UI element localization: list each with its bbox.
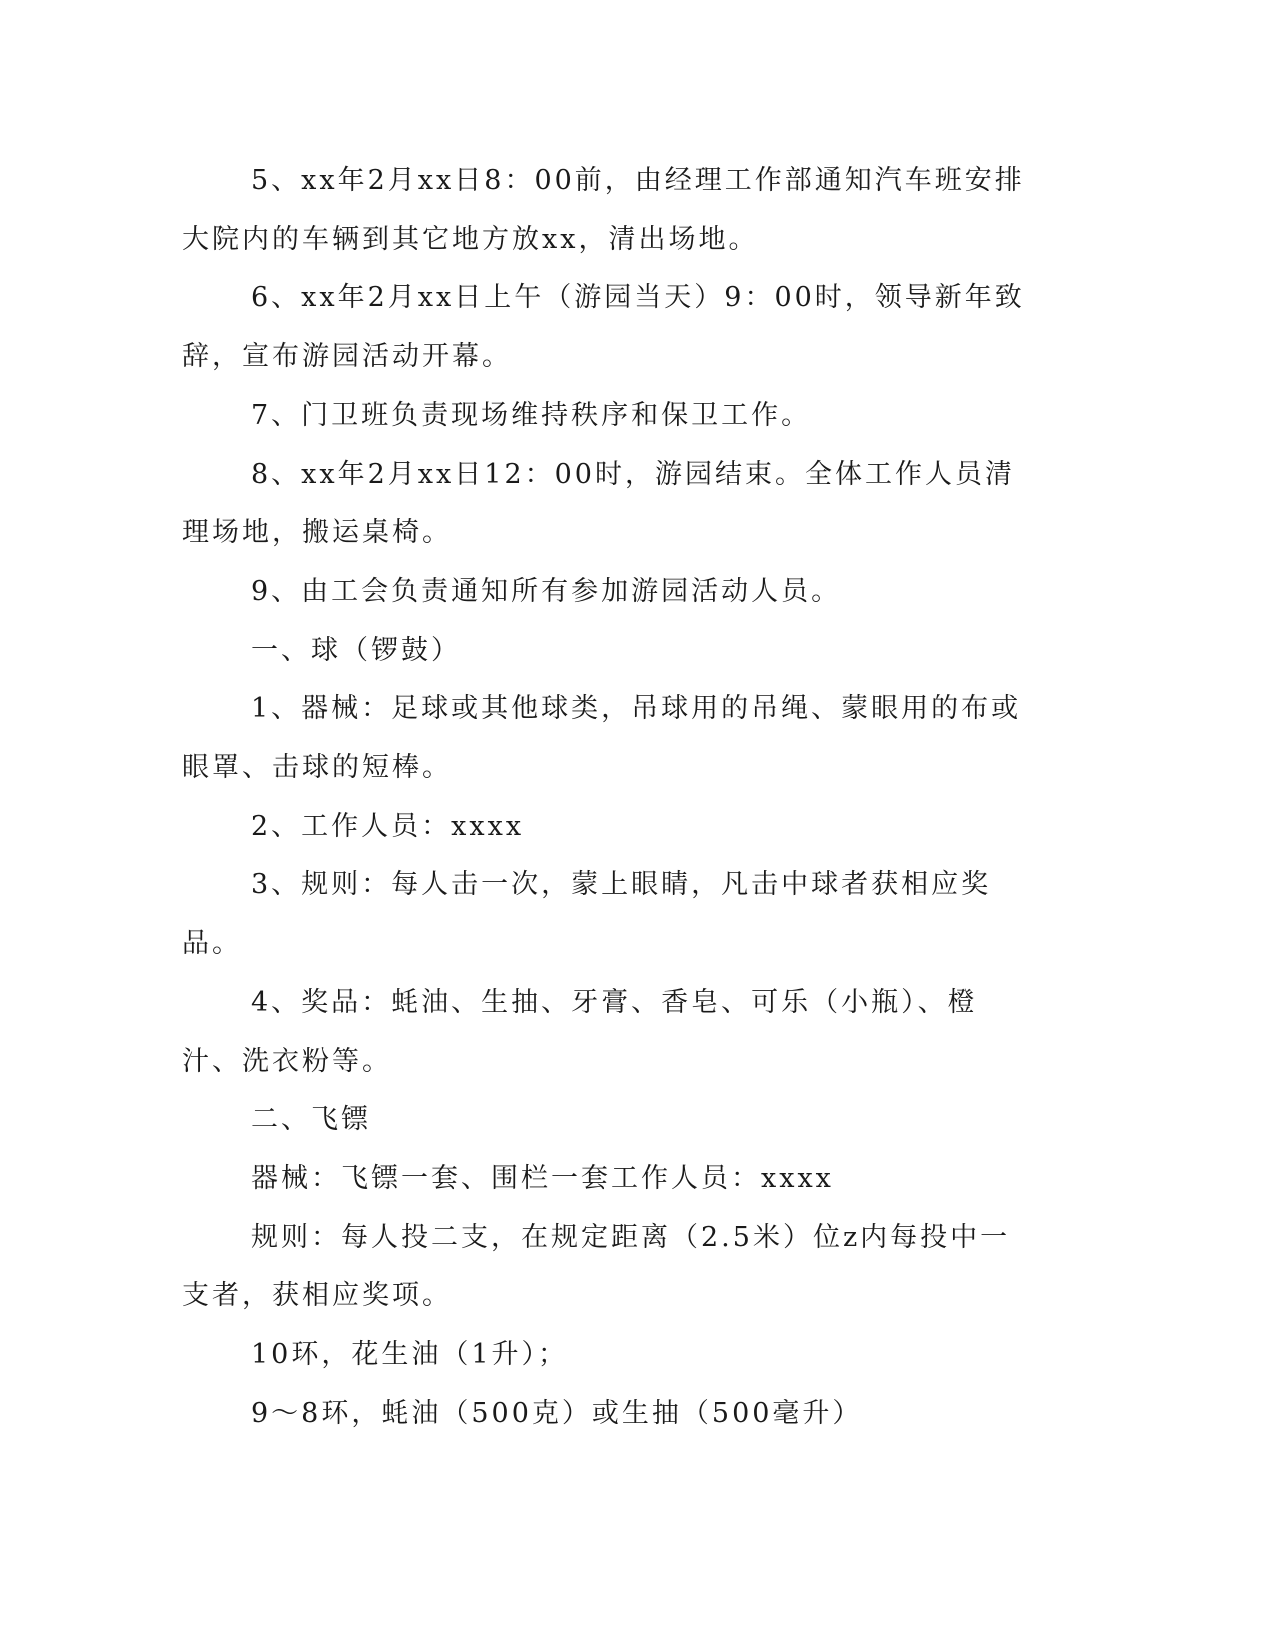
ball-rules: 3、规则：每人击一次，蒙上眼睛，凡击中球者获相应奖品。 xyxy=(182,869,992,960)
paragraph-item-7: 7、门卫班负责现场维持秩序和保卫工作。 xyxy=(251,399,812,431)
paragraph-item-9: 9、由工会负责通知所有参加游园活动人员。 xyxy=(251,575,842,607)
darts-equipment: 器械：飞镖一套、围栏一套工作人员：xxxx xyxy=(251,1162,834,1194)
paragraph-item-8: 8、xx年2月xx日12：00时，游园结束。全体工作人员清理场地，搬运桌椅。 xyxy=(182,458,1015,549)
section-heading-ball: 一、球（锣鼓） xyxy=(251,634,461,666)
ball-staff: 2、工作人员：xxxx xyxy=(251,810,525,842)
darts-prize-9-8: 9～8环，蚝油（500克）或生抽（500毫升） xyxy=(251,1397,863,1429)
paragraph-item-5: 5、xx年2月xx日8：00前，由经理工作部通知汽车班安排大院内的车辆到其它地方放xx，清出场地。 xyxy=(182,165,1025,255)
ball-equipment: 1、器械：足球或其他球类，吊球用的吊绳、蒙眼用的布或眼罩、击球的短棒。 xyxy=(182,693,1022,784)
section-heading-darts: 二、飞镖 xyxy=(251,1104,371,1136)
darts-prize-10: 10环，花生油（1升）； xyxy=(251,1339,569,1371)
darts-rules: 规则：每人投二支，在规定距离（2.5米）位z内每投中一支者，获相应奖项。 xyxy=(182,1221,1011,1312)
document-body xyxy=(182,152,1028,1443)
paragraph-item-6: 6、xx年2月xx日上午（游园当天）9：00时，领导新年致辞，宣布游园活动开幕。 xyxy=(182,282,1025,373)
ball-prizes: 4、奖品：蚝油、生抽、牙膏、香皂、可乐（小瓶）、橙汁、洗衣粉等。 xyxy=(182,986,978,1077)
